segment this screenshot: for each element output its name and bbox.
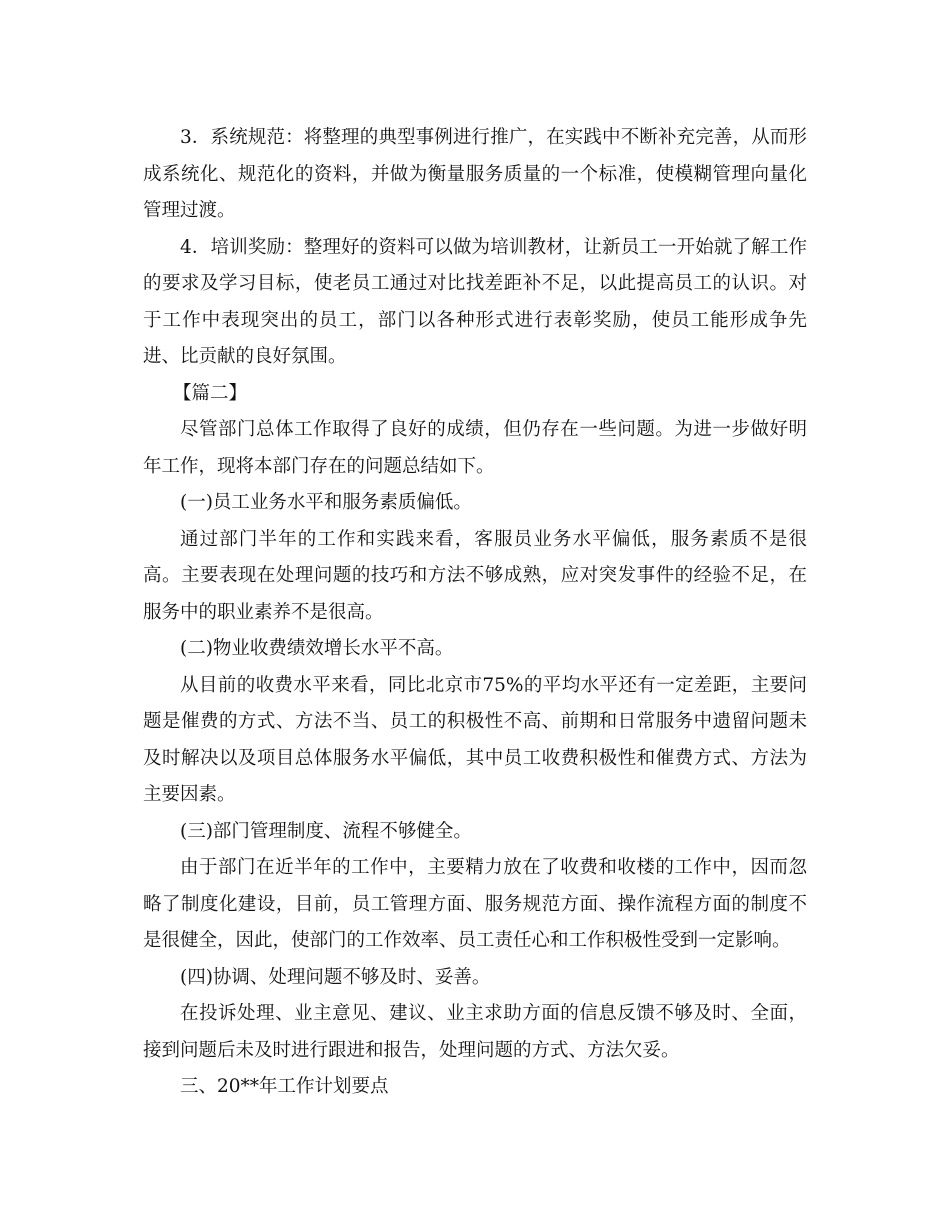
- paragraph-problem-1: 通过部门半年的工作和实践来看，客服员业务水平偏低，服务素质不是很高。主要表现在处理问题的技巧和方法不够成熟，应对突发事件的经验不足，在服务中的职业素养不是很高。: [143, 528, 807, 623]
- paragraph-system-standard: 3．系统规范：将整理的典型事例进行推广，在实践中不断补充完善，从而形成系统化、规范化的资料，并做为衡量服务质量的一个标准，使模糊管理向量化管理过渡。: [143, 127, 807, 221]
- paragraph-problem-2: 从目前的收费水平来看，同比北京市75%的平均水平还有一定差距，主要问题是催费的方式、方法不当、员工的积极性不高、前期和日常服务中遗留问题未及时解决以及项目总体服务水平偏低，其中员工收费积极性和催费方式、方法为主要因素。: [143, 674, 807, 805]
- paragraph-intro-problems: 尽管部门总体工作取得了良好的成绩，但仍存在一些问题。为进一步做好明年工作，现将本部门存在的问题总结如下。: [143, 419, 807, 477]
- section-heading-part-two: 【篇二】: [173, 382, 248, 404]
- paragraph-problem-3: 由于部门在近半年的工作中，主要精力放在了收费和收楼的工作中，因而忽略了制度化建设，目前，员工管理方面、服务规范方面、操作流程方面的制度不是很健全，因此，使部门的工作效率、员工责任心和工作积极性受到一定影响。: [143, 857, 807, 951]
- section-heading-work-plan: 三、20**年工作计划要点: [180, 1076, 389, 1097]
- subheading-problem-3: (三)部门管理制度、流程不够健全。: [180, 820, 472, 842]
- subheading-problem-1: (一)员工业务水平和服务素质偏低。: [180, 492, 472, 513]
- subheading-problem-4: (四)协调、处理问题不够及时、妥善。: [180, 966, 491, 988]
- document-page: [143, 120, 807, 1106]
- paragraph-problem-4: 在投诉处理、业主意见、建议、业主求助方面的信息反馈不够及时、全面，接到问题后未及时进行跟进和报告，处理问题的方式、方法欠妥。: [143, 1003, 807, 1061]
- subheading-problem-2: (二)物业收费绩效增长水平不高。: [180, 638, 454, 659]
- paragraph-training-reward: 4．培训奖励：整理好的资料可以做为培训教材，让新员工一开始就了解工作的要求及学习目标，使老员工通过对比找差距补不足，以此提高员工的认识。对于工作中表现突出的员工，部门以各种形式进行表彰奖励，使员工能形成争先进、比贡献的良好氛围。: [143, 236, 807, 367]
